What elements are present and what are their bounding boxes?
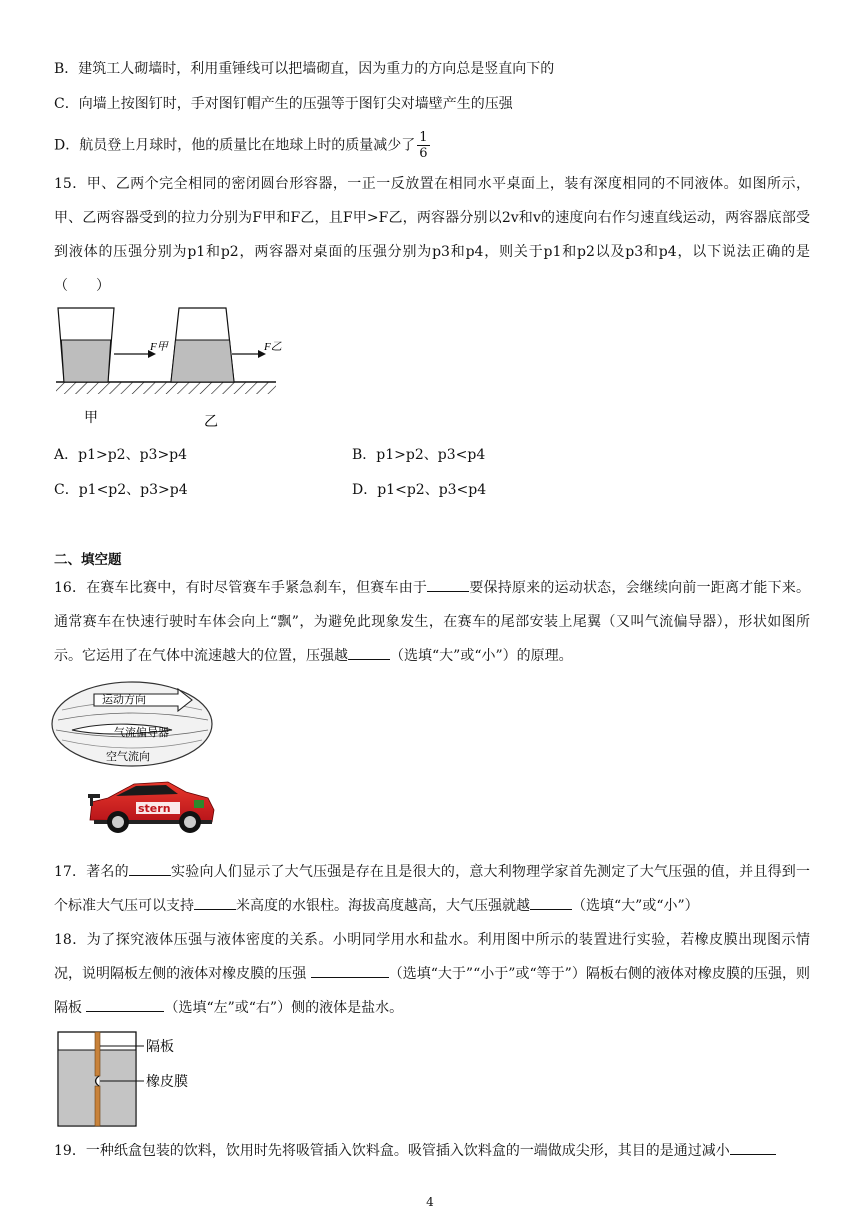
q14-option-d-text: D．航员登上月球时，他的质量比在地球上时的质量减少了 (54, 137, 416, 154)
answer-blank (311, 963, 389, 978)
q18-text (54, 923, 810, 1025)
q16-part2: 要保持原来的运动状态，会继续向前一距离才能下来。通常赛车在快速行驶时车体会向上“飘”，为避免此现象发生，在赛车的尾部安装上尾翼（又叫气流偏导器），形状如图所示。它运用了在气体中流速越大的位置，压强越 (54, 580, 810, 664)
answer-blank (530, 895, 572, 910)
q17-part3: 米高度的水银柱。海拔高度越高，大气压强就越 (236, 898, 530, 914)
q17-part1: 17．著名的 (54, 864, 129, 880)
liquid-jia (61, 340, 110, 382)
answer-blank (194, 895, 236, 910)
partition-lower (95, 1086, 100, 1126)
answer-blank (730, 1140, 776, 1155)
label-yi: 乙 (204, 414, 218, 430)
q17-part4: （选填“大”或“小”） (572, 898, 699, 914)
partition-label: 隔板 (146, 1039, 174, 1055)
motion-label: 运动方向 (102, 693, 146, 706)
label-jia: 甲 (84, 410, 98, 426)
q14-option-b: B．建筑工人砌墙时，利用重锤线可以把墙砌直，因为重力的方向总是竖直向下的 (54, 61, 555, 77)
answer-blank (427, 577, 469, 592)
force-label-yi: F乙 (264, 341, 282, 353)
q15-option-b: B．p1>p2、p3<p4 (352, 447, 486, 463)
q15-option-c: C．p1<p2、p3>p4 (54, 482, 188, 498)
force-label-jia: F甲 (150, 341, 168, 353)
membrane-label: 橡皮膜 (146, 1074, 188, 1090)
q18-figure (56, 1030, 226, 1130)
q16-figure (50, 680, 220, 842)
q16-part1: 16．在赛车比赛中，有时尽管赛车手紧急刹车，但赛车由于 (54, 580, 428, 596)
q15-option-d: D．p1<p2、p3<p4 (352, 482, 487, 498)
liquid-left (59, 1050, 97, 1125)
fraction (417, 130, 429, 161)
q17-text (54, 855, 810, 923)
section-title: 二、填空题 (54, 552, 122, 568)
q17-part2: 实验向人们显示了大气压强是存在且是很大的，意大利物理学家首先测定了大气压强的值，并且得到一个标准大气压可以支持 (54, 864, 810, 914)
q18-part2: （选填“大于”“小于”或“等于”）隔板右侧的液体对橡皮膜的压强，则隔板 (54, 966, 811, 1016)
q14-option-c: C．向墙上按图钉时，手对图钉帽产生的压强等于图钉尖对墙壁产生的压强 (54, 96, 513, 112)
car-text: stern (138, 802, 171, 815)
page-number: 4 (426, 1195, 434, 1209)
answer-blank (348, 645, 390, 660)
liquid-right (99, 1050, 135, 1125)
q16-part3: （选填“大”或“小”）的原理。 (390, 648, 573, 664)
q15-option-a: A．p1>p2、p3>p4 (54, 447, 188, 463)
fraction-numerator: 1 (419, 130, 428, 145)
answer-blank (129, 861, 171, 876)
ground-hatch (56, 382, 276, 394)
q15-stem: 15．甲、乙两个完全相同的密闭圆台形容器，一正一反放置在相同水平桌面上，装有深度相同的不同液体。如图所示，甲、乙两容器受到的拉力分别为F甲和F乙，且F甲>F乙，两容器分别以2v和v的速度向右作匀速直线运动，两容器底部受到液体的压强分别为p1和p2，两容器对桌面的压强分别为p3和p4，则关于p1和p2以及p3和p4，以下说法正确的是（ ） (54, 176, 810, 294)
answer-blank (86, 997, 164, 1012)
q14-option-d (54, 130, 430, 161)
liquid-yi (171, 340, 234, 382)
deflector-label: 气流偏导器 (114, 726, 169, 739)
fraction-denominator: 6 (419, 146, 428, 161)
q16-text (54, 571, 810, 673)
q15-figure (54, 302, 294, 434)
q19-text (54, 1140, 776, 1161)
q18-part1: 18．为了探究液体压强与液体密度的关系。小明同学用水和盐水。利用图中所示的装置进行实验，若橡皮膜出现图示情况，说明隔板左侧的液体对橡皮膜的压强 (54, 932, 810, 982)
partition-upper (95, 1032, 100, 1076)
q18-part3: （选填“左”或“右”）侧的液体是盐水。 (164, 1000, 404, 1016)
q19-part1: 19．一种纸盒包装的饮料，饮用时先将吸管插入饮料盒。吸管插入饮料盒的一端做成尖形，其目的是通过减小 (54, 1143, 730, 1159)
race-car-image (88, 782, 214, 833)
airflow-label: 空气流向 (106, 750, 150, 763)
